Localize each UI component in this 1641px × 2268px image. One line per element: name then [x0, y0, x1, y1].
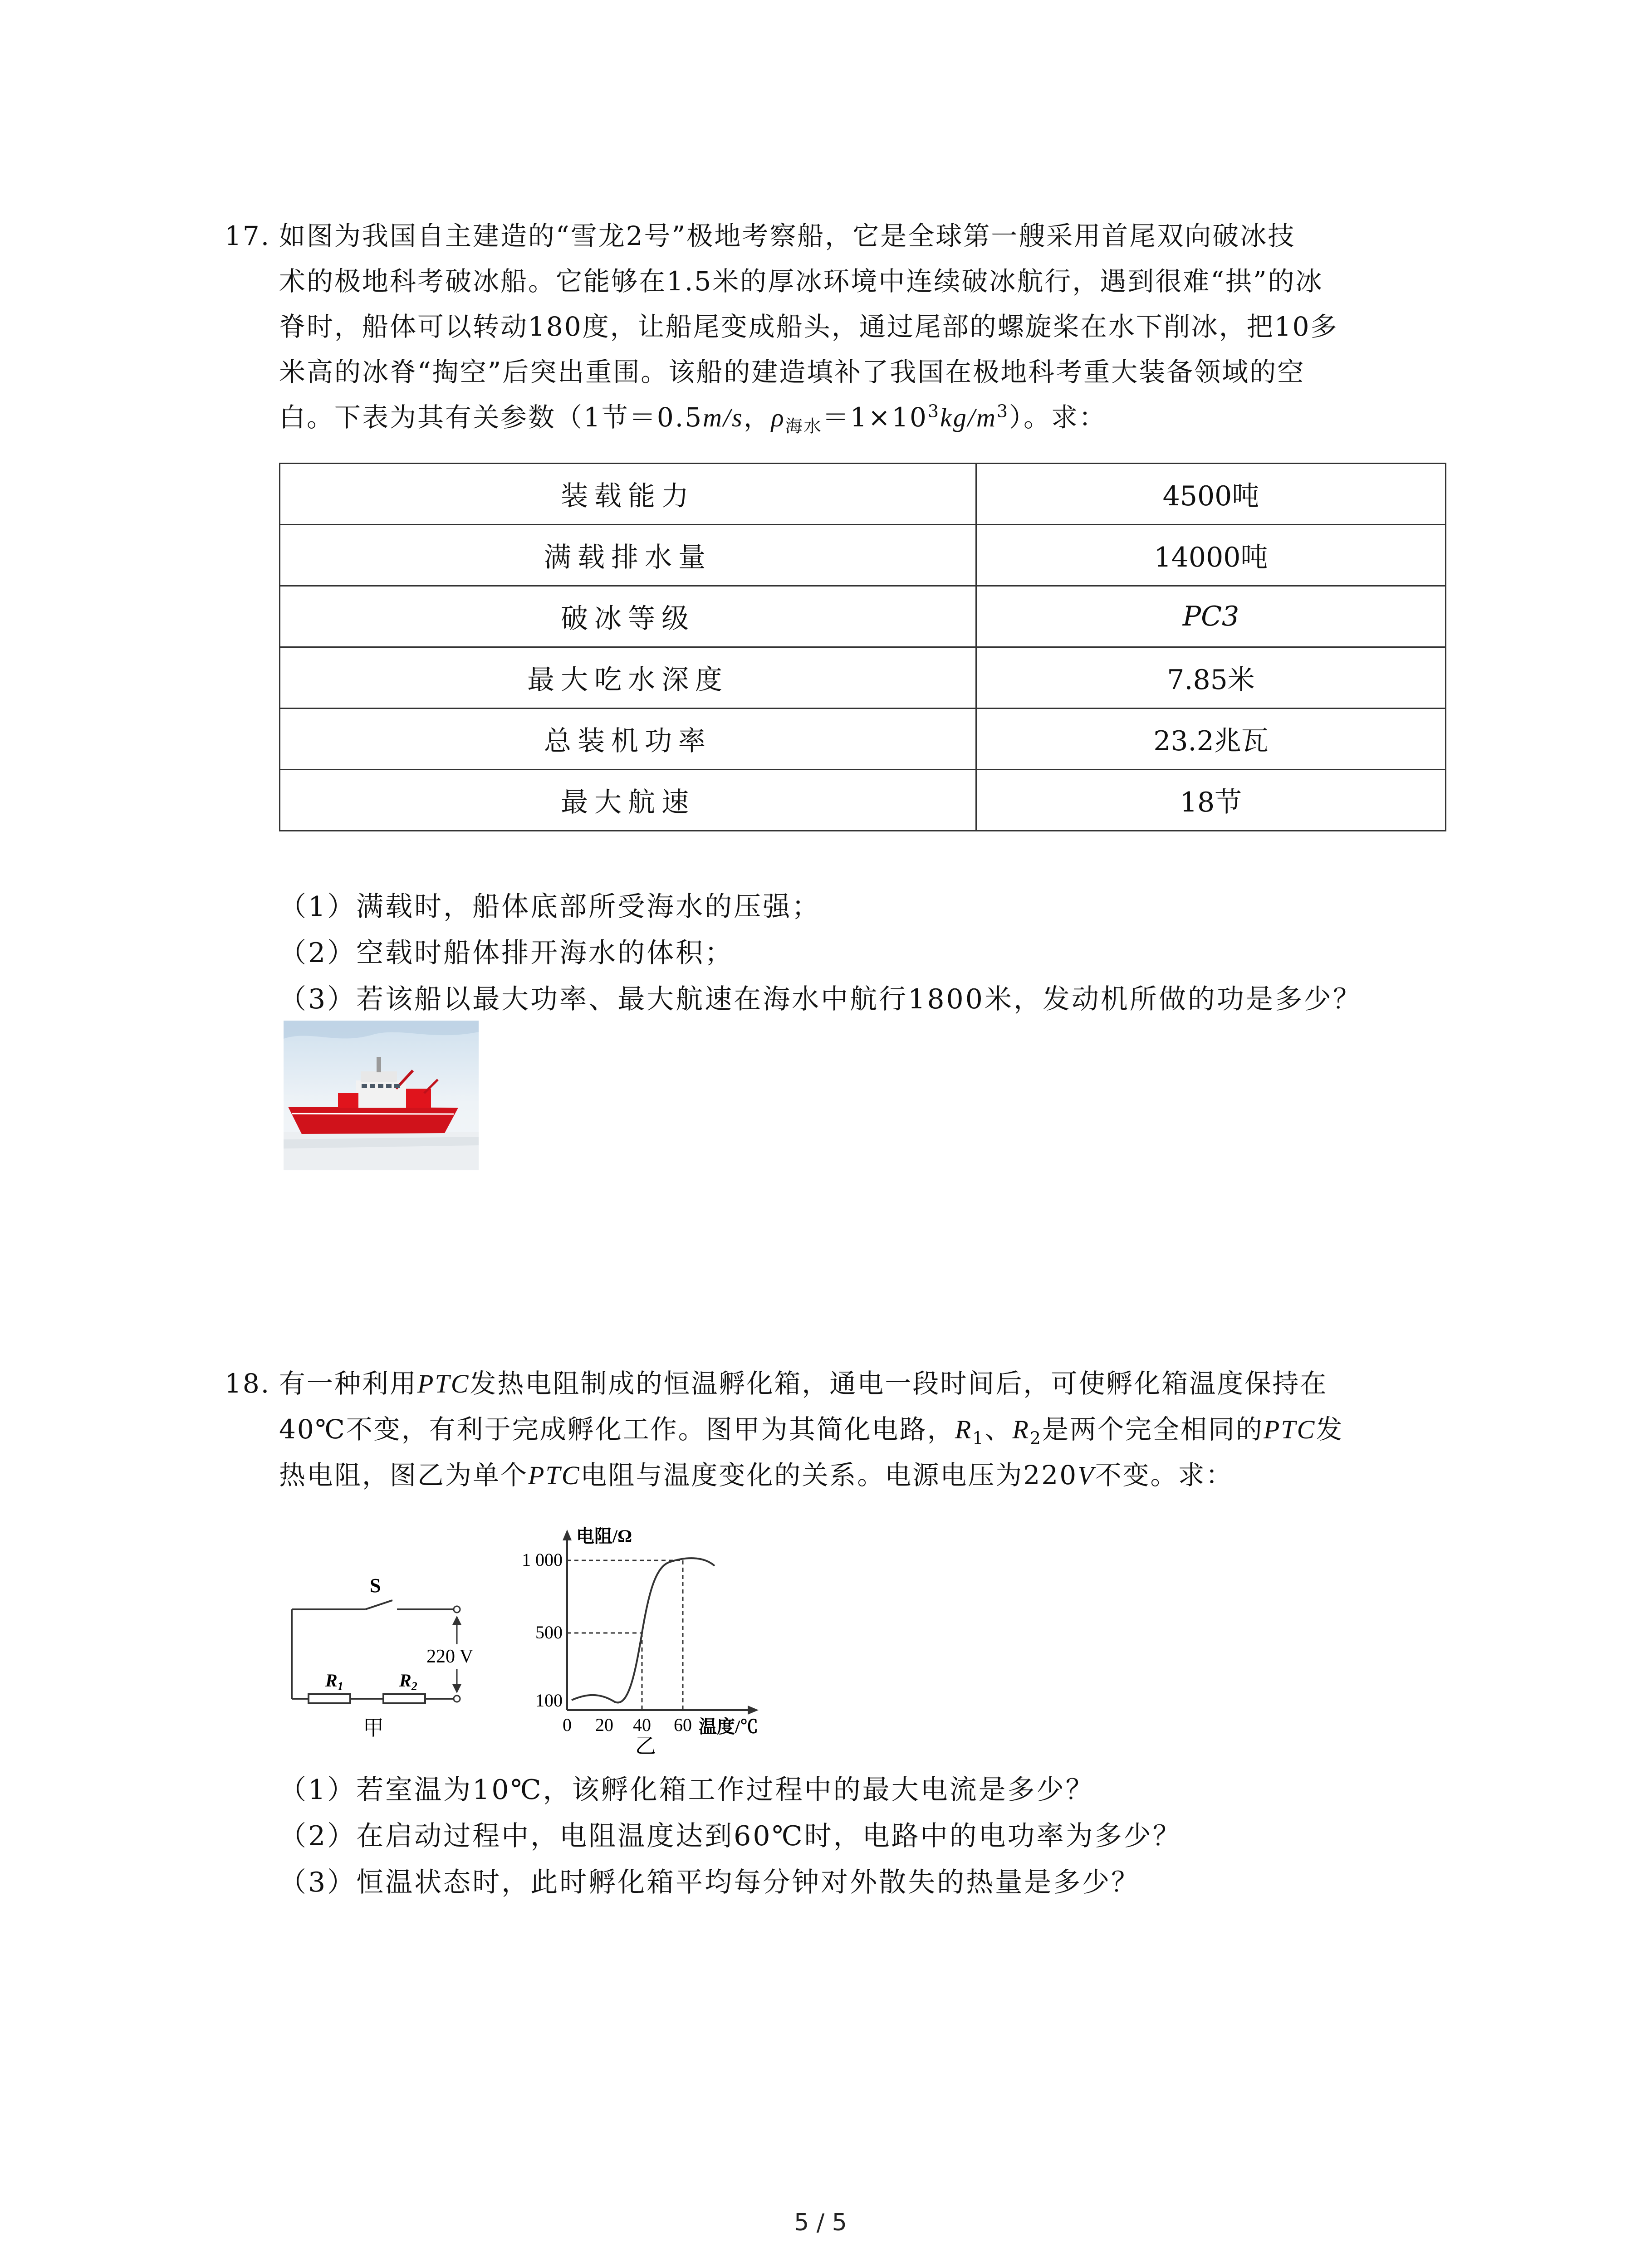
text-line: 有一种利用PTC发热电阻制成的恒温孵化箱，通电一段时间后，可使孵化箱温度保持在 — [279, 1368, 1328, 1399]
x-tick-label: 40 — [633, 1715, 651, 1735]
table-cell-value: 14000吨 — [976, 525, 1446, 586]
text-line: 热电阻，图乙为单个PTC电阻与温度变化的关系。电源电压为220V不变。求： — [279, 1460, 1234, 1491]
sub-question: （2）在启动过程中，电阻温度达到60℃时，电路中的电功率为多少？ — [279, 1820, 1182, 1852]
page-number: 5 / 5 — [794, 2209, 847, 2236]
resistor-r2-label: $R_2$ — [399, 1670, 417, 1693]
table-cell-param: 满载排水量 — [280, 525, 976, 586]
table-cell-value: 23.2兆瓦 — [976, 709, 1446, 770]
question-18 — [225, 1361, 1450, 1498]
table-cell-param: 最大航速 — [280, 770, 976, 831]
parameter-table — [279, 463, 1446, 831]
question-text — [279, 213, 1450, 440]
caption-yi: 乙 — [635, 1735, 656, 1758]
x-tick-label: 60 — [674, 1715, 692, 1735]
table-row — [280, 464, 1446, 525]
table-cell-param: 装载能力 — [280, 464, 976, 525]
sub-question: （2）空载时船体排开海水的体积； — [279, 937, 734, 969]
icebreaker-ship-image — [284, 1021, 479, 1170]
y-tick-label: 1 000 — [522, 1549, 563, 1570]
resistance-curve — [572, 1558, 715, 1702]
resistor-r1-label: $R_1$ — [325, 1670, 343, 1693]
table-row — [280, 586, 1446, 647]
question-17 — [225, 213, 1450, 440]
x-tick-label: 20 — [595, 1715, 613, 1735]
sub-question: （3）若该船以最大功率、最大航速在海水中航行1800米，发动机所做的功是多少？ — [279, 983, 1362, 1015]
table-row — [280, 709, 1446, 770]
sub-question: （1）满载时，船体底部所受海水的压强； — [279, 891, 821, 923]
text-line-formula: 白。下表为其有关参数（1节＝0.5m/s，$\rho_{海水}=1\times 10^3kg/m^3$）。求： — [279, 401, 1107, 436]
question-number: 18. — [225, 1368, 271, 1399]
table-cell-param: 破冰等级 — [280, 586, 976, 647]
table-cell-value: 18节 — [976, 770, 1446, 831]
table-cell-param: 总装机功率 — [280, 709, 976, 770]
table-row — [280, 770, 1446, 831]
sub-question: （3）恒温状态时，此时孵化箱平均每分钟对外散失的热量是多少？ — [279, 1867, 1141, 1898]
table-cell-value: PC3 — [976, 586, 1446, 647]
sub-question: （1）若室温为10℃，该孵化箱工作过程中的最大电流是多少？ — [279, 1774, 1095, 1806]
question-number: 17. — [225, 220, 271, 251]
switch-label: S — [370, 1574, 381, 1597]
text-line: 脊时，船体可以转动180度，让船尾变成船头，通过尾部的螺旋桨在水下削冰，把10多 — [279, 311, 1338, 342]
y-tick-label: 500 — [535, 1622, 563, 1642]
y-tick-label: 100 — [535, 1690, 563, 1711]
question-text — [279, 1361, 1450, 1498]
table-cell-value: 7.85米 — [976, 647, 1446, 709]
table-cell-param: 最大吃水深度 — [280, 647, 976, 709]
text-line: 术的极地科考破冰船。它能够在1.5米的厚冰环境中连续破冰航行，遇到很难“拱”的冰 — [279, 266, 1323, 297]
voltage-label: 220 V — [426, 1646, 474, 1667]
x-tick-label: 0 — [563, 1715, 572, 1735]
text-line: 40℃不变，有利于完成孵化工作。图甲为其简化电路，$R_1$、$R_2$是两个完全相同的PTC发 — [279, 1414, 1344, 1448]
resistance-temperature-graph — [499, 1524, 808, 1760]
caption-jia: 甲 — [363, 1716, 384, 1740]
text-line: 如图为我国自主建造的“雪龙2号”极地考察船，它是全球第一艘采用首尾双向破冰技 — [279, 220, 1296, 251]
table-row — [280, 525, 1446, 586]
y-axis-label: 电阻/Ω — [576, 1526, 632, 1546]
text-line: 米高的冰脊“掏空”后突出重围。该船的建造填补了我国在极地科考重大装备领域的空 — [279, 357, 1305, 387]
table-row — [280, 647, 1446, 709]
table-cell-value: 4500吨 — [976, 464, 1446, 525]
circuit-diagram — [284, 1506, 501, 1742]
x-axis-label: 温度/℃ — [699, 1716, 759, 1737]
